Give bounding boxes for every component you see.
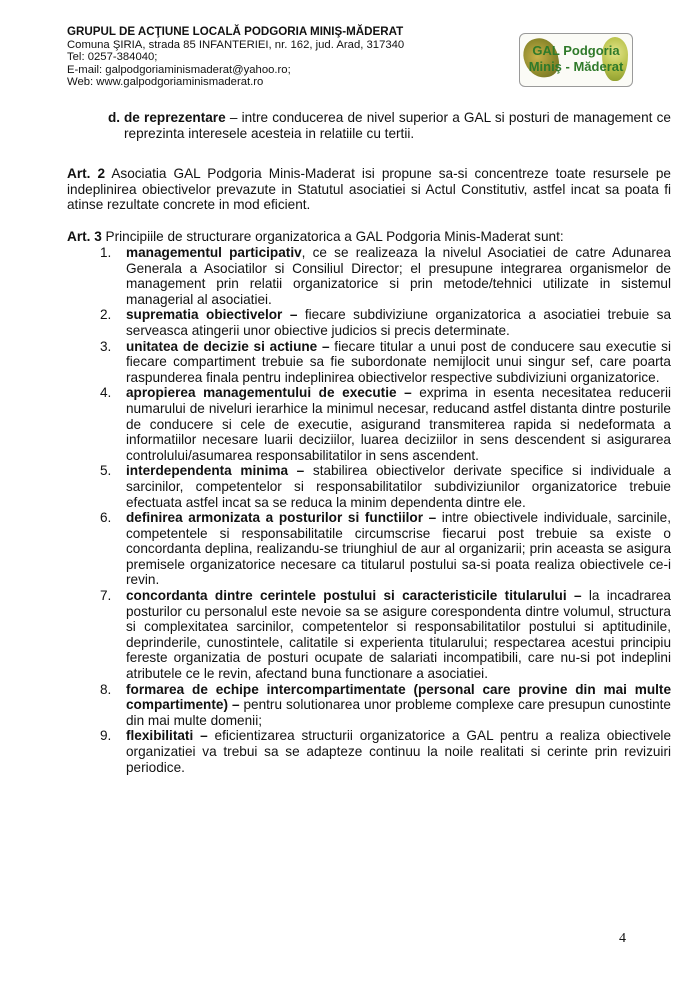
item-text: pentru solutionarea unor probleme complexe care presupun cunostinte din mai multe domenii; [126, 697, 671, 728]
organization-address: Comuna ŞIRIA, strada 85 INFANTERIEI, nr. 162, jud. Arad, 317340 [67, 38, 405, 51]
list-item: 7. concordanta dintre cerintele postului si caracteristicile titularului – la incadrarea posturilor cu personalul este nevoie sa se asigure corespondenta dintre volumul, structura si complexitatea sarcinilor, competentelor si responsabilitatilor postului si aptitudinile, deprinderile, cunostintele, calitatile si experienta titularului; respectarea acestui principiu fereste organizatia de posturi ocupate de salariati incompatibili, care nu-si pot indeplini atributele ce le revin, afectand buna functionare a asociatiei. [100, 588, 671, 682]
logo-text-line1: GAL Podgoria [532, 43, 620, 58]
gal-logo [519, 33, 633, 87]
item-title: managementul participativ [126, 245, 302, 260]
item-text: – intre conducerea de nivel superior a GAL si posturi de management ce reprezinta interesele acesteia in relatiile cu tertii. [124, 110, 671, 141]
logo-text-line2: Miniş - Măderat [528, 59, 624, 74]
list-item-d [108, 110, 671, 141]
list-item: 5. interdependenta minima – stabilirea obiectivelor derivate specifice si individuale a sarcinilor, competentelor si responsabilitatilor subdiviziunilor organizatorice trebuie efectuata astfel incat sa se reduca la minim dependenta dintre ele. [100, 463, 671, 510]
item-content [108, 110, 671, 141]
page-number: 4 [619, 931, 626, 946]
item-title: formarea de echipe intercompartimentate (personal care provine din mai multe compartimente) – [126, 681, 671, 713]
vine-leaf-icon [520, 35, 562, 81]
item-title: concordanta dintre cerintele postului si caracteristicile titularului – [126, 588, 582, 604]
item-title: suprematia obiectivelor – [126, 307, 298, 323]
list-item: 1. managementul participativ, ce se realizeaza la nivelul Asociatiei de catre Adunarea Generala a Asociatilor si Consiliul Director; el presupune integrarea organismelor de management prin relatii organizatorice si prin metode/tehnici utilizate in sistemul managerial al asociatiei. [100, 245, 671, 307]
list-item: 9. flexibilitati – eficientizarea structurii organizatorice a GAL pentru a realiza obiectivele organizatiei va trebui sa se adapteze continuu la noile realitati si cerinte prin revizuiri periodice. [100, 728, 672, 775]
item-title: interdependenta minima – [126, 463, 305, 479]
article-text: Asociatia GAL Podgoria Minis-Maderat isi propune sa-si concentreze toate resursele pe indeplinirea obiectivelor prevazute in Statutul asociatiei si Actul Constitutiv, astfel incat sa poata fi atinse rezultate concrete in mod eficient. [67, 166, 671, 213]
list-item: 2. suprematia obiectivelor – fiecare subdiviziune organizatorica a asociatiei trebuie sa serveasca atingerii unor obiective judicios si precis determinate. [100, 307, 671, 338]
item-text: intre obiectivele individuale, sarcinile, competentele si responsabilitatile circumscrise fiecarui post trebuie sa existe o concordanta deplina, realizandu-se triunghiul de aur al organizarii; prin aceasta se asigura premisele organizatorice necesare ca titularul postului sa-si poata realiza obiectivele ce-i revin. [126, 510, 671, 588]
item-text: stabilirea obiectivelor derivate specifice si individuale a sarcinilor, competentelor si responsabilitatilor subdiviziunilor organizatorice trebuie efectuata astfel incat sa se reduca la minim dependenta dintre ele. [126, 463, 671, 510]
organization-email: E-mail: galpodgoriaminismaderat@yahoo.ro; [67, 63, 291, 76]
item-text: fiecare subdiviziune organizatorica a asociatiei trebuie sa serveasca atingerii unor obiective judicios si precis determinate. [126, 307, 671, 338]
article-intro: Principiile de structurare organizatorica a GAL Podgoria Minis-Maderat sunt: [101, 229, 564, 244]
item-title: apropierea managementului de executie – [126, 385, 412, 401]
item-title: unitatea de decizie si actiune – [126, 338, 330, 354]
list-item: 3. unitatea de decizie si actiune – fiecare titular a unui post de conducere sau executie si fiecare compartiment trebuie sa fie subordonate nemijlocit unui singur sef, care poarta raspunderea finala pentru indeplinirea obiectivelor respective subdiviziuni organizatorice. [100, 338, 671, 385]
article-2 [67, 166, 671, 213]
item-text: la incadrarea posturilor cu personalul este nevoie sa se asigure corespondenta dintre volumul, structura si complexitatea sarcinilor, competentelor si responsabilitatilor postului si aptitudinile, deprinderile, cunostintele, calitatile si experienta titularului; respectarea acestui principiu fereste organizatia de posturi ocupate de salariati incompatibili, care nu-si pot indeplini atributele ce le revin, afectand buna functionare a asociatiei. [126, 588, 671, 682]
article-label: Art. 2 [67, 166, 106, 181]
letterhead [67, 26, 404, 89]
item-text: , ce se realizeaza la nivelul Asociatiei de catre Adunarea Generala a Asociatilor si Consiliul Director; el presupune integrarea organismelor de management prin relatii organizatorice si prin metode/tehnici utilizate in sistemul managerial al asociatiei. [126, 245, 671, 307]
organization-website: Web: www.galpodgoriaminismaderat.ro [67, 76, 264, 89]
item-text: eficientizarea structurii organizatorice a GAL pentru a realiza obiectivele organizatiei va trebui sa se adapteze continuu la noile realitati si cerinte prin revizuiri periodice. [126, 728, 672, 775]
item-text: exprima in esenta necesitatea reducerii numarului de niveluri ierarhice la minimul necesar, reducand astfel distanta dintre posturile de conducere si cele de executie, asigurand transmiterea rapida si nedeformata a informatiilor necesare luarii deciziilor, luarea deciziilor in sens descendent si asigurarea controlului/asumarea responsabilitatilor in sens ascendent. [126, 385, 671, 463]
list-item: 8. formarea de echipe intercompartimentate (personal care provine din mai multe compartimente) – pentru solutionarea unor probleme complexe care presupun cunostinte din mai multe domenii; [100, 681, 671, 728]
organization-phone: Tel: 0257-384040; [67, 51, 158, 64]
list-item: 4. apropierea managementului de executie – exprima in esenta necesitatea reducerii numarului de niveluri ierarhice la minimul necesar, reducand astfel distanta dintre posturile de conducere si cele de executie, asigurand transmiterea rapida si nedeformata a informatiilor necesare luarii deciziilor, luarea deciziilor in sens descendent si asigurarea controlului/asumarea responsabilitatilor in sens ascendent. [100, 385, 671, 463]
organization-name: GRUPUL DE ACŢIUNE LOCALĂ PODGORIA MINIŞ-MĂDERAT [67, 25, 404, 38]
principles-list [100, 245, 671, 775]
list-item: 6. definirea armonizata a posturilor si functiilor – intre obiectivele individuale, sarcinile, competentele si responsabilitatile circumscrise fiecarui post trebuie sa existe o concordanta deplina, realizandu-se triunghiul de aur al organizarii; prin aceasta se asigura premisele organizatorice necesare ca titularul postului sa-si poata realiza obiectivele ce-i revin. [100, 510, 671, 588]
item-title: flexibilitati – [126, 728, 208, 744]
article-label: Art. 3 [67, 229, 102, 244]
item-label: d. [108, 110, 121, 125]
item-title: definirea armonizata a posturilor si functiilor – [126, 510, 437, 526]
item-text: fiecare titular a unui post de conducere sau executie si fiecare compartiment trebuie sa fie subordonate nemijlocit unui singur sef, care poarta raspunderea finala pentru indeplinirea obiectivelor respective subdiviziuni organizatorice. [126, 338, 671, 385]
item-title: de reprezentare [124, 110, 226, 125]
article-3 [67, 229, 671, 245]
